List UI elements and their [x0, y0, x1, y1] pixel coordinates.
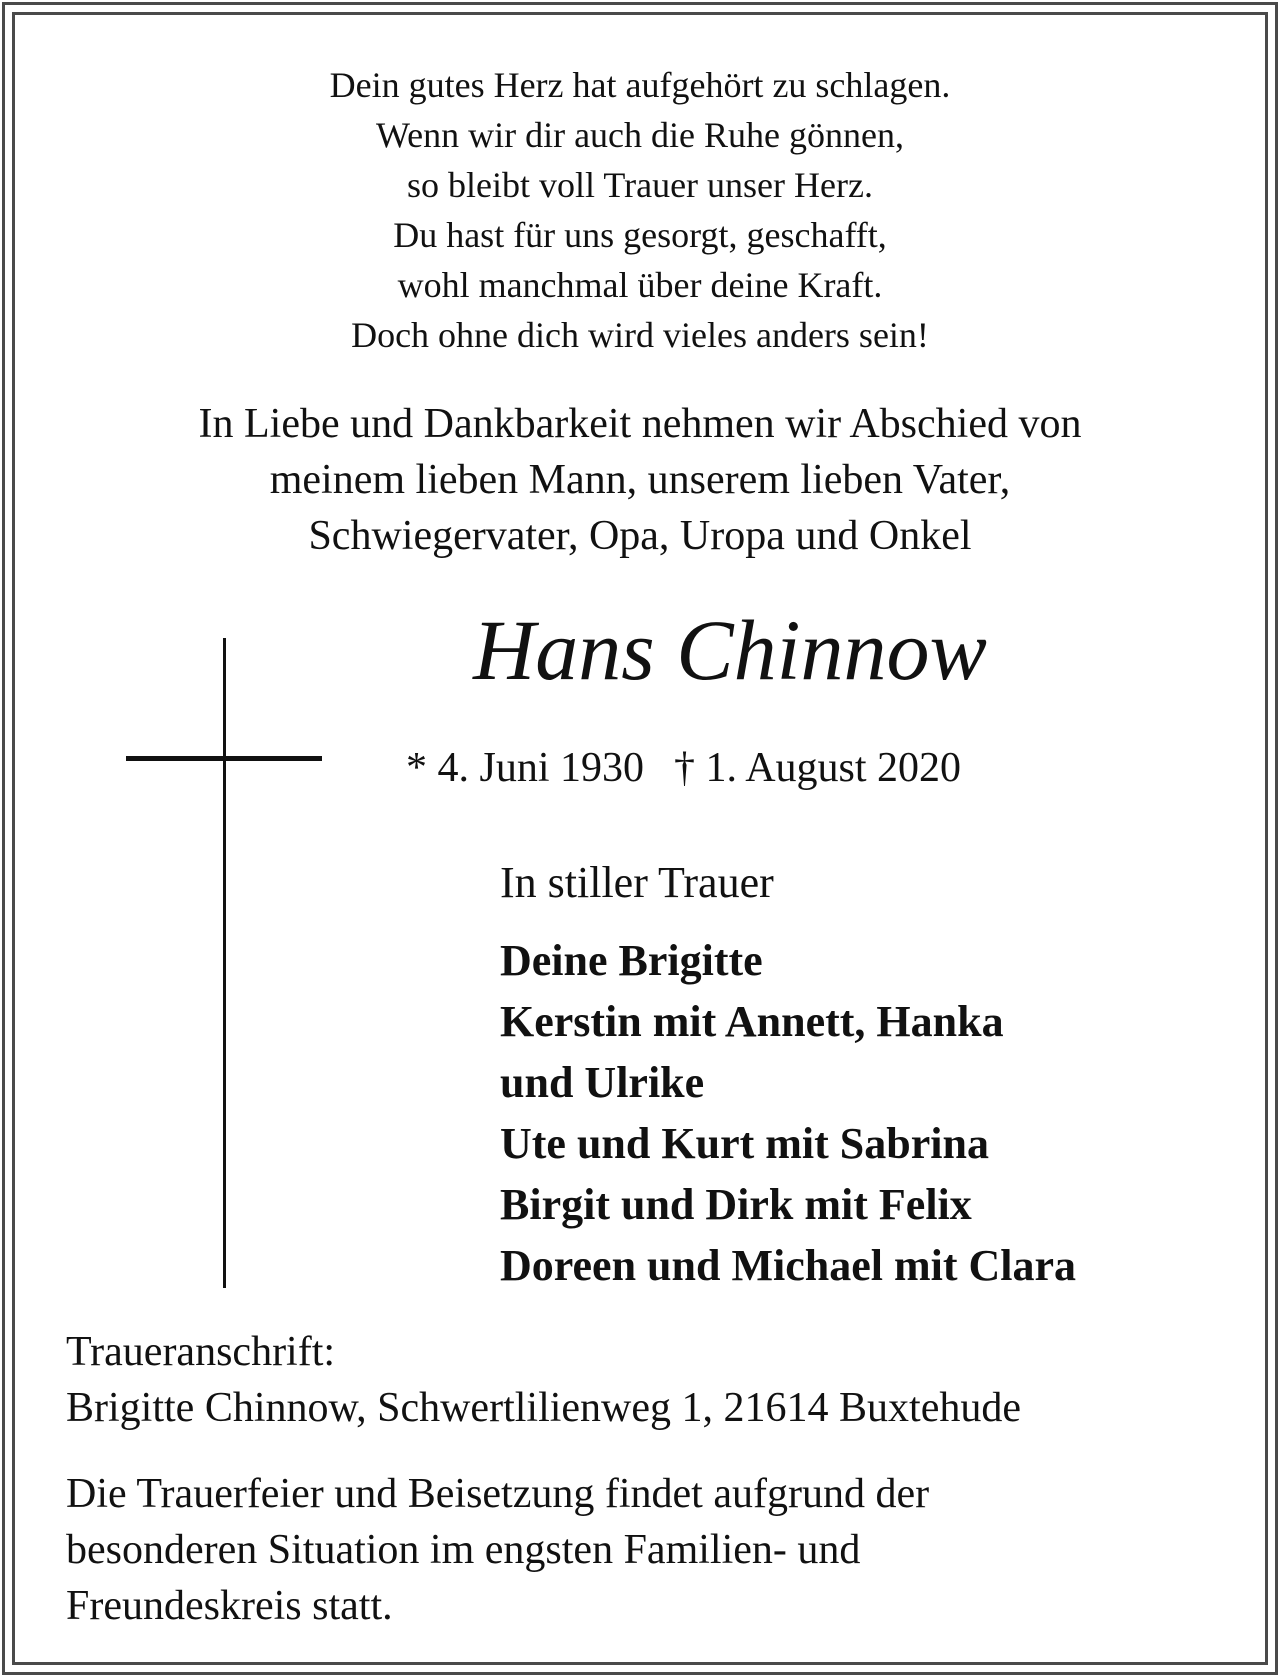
memorial-verse	[0, 60, 1280, 360]
intro-line: In Liebe und Dankbarkeit nehmen wir Abschied von	[198, 401, 1082, 447]
notice-line: besonderen Situation im engsten Familien- und	[66, 1527, 861, 1573]
mourning-address	[66, 1324, 1021, 1436]
birth-date: * 4. Juni 1930	[406, 745, 645, 791]
life-dates	[406, 740, 961, 796]
intro-line: Schwiegervater, Opa, Uropa und Onkel	[308, 513, 972, 559]
notice-line: Die Trauerfeier und Beisetzung findet aufgrund der	[66, 1471, 930, 1517]
address-label: Traueranschrift:	[66, 1329, 336, 1375]
farewell-intro	[0, 396, 1280, 564]
verse-line: so bleibt voll Trauer unser Herz.	[407, 165, 873, 205]
verse-line: Dein gutes Herz hat aufgehört zu schlagen.	[329, 65, 951, 105]
mourner-line: Deine Brigitte	[500, 936, 763, 985]
mourning-label: In stiller Trauer	[500, 858, 774, 907]
cross-icon-horizontal	[126, 756, 322, 761]
death-date: † 1. August 2020	[674, 745, 962, 791]
address-value: Brigitte Chinnow, Schwertlilienweg 1, 21614 Buxtehude	[66, 1385, 1021, 1431]
funeral-notice	[66, 1466, 929, 1634]
cross-icon-vertical	[223, 638, 226, 1288]
mourner-line: Doreen und Michael mit Clara	[500, 1241, 1077, 1290]
mourners-list	[500, 930, 1076, 1296]
deceased-name: Hans Chinnow	[473, 602, 987, 698]
mourner-line: Birgit und Dirk mit Felix	[500, 1180, 972, 1229]
verse-line: wohl manchmal über deine Kraft.	[397, 265, 883, 305]
mourner-line: Kerstin mit Annett, Hanka	[500, 997, 1004, 1046]
verse-line: Doch ohne dich wird vieles anders sein!	[351, 315, 929, 355]
verse-line: Du hast für uns gesorgt, geschafft,	[393, 215, 887, 255]
verse-line: Wenn wir dir auch die Ruhe gönnen,	[376, 115, 904, 155]
mourner-line: Ute und Kurt mit Sabrina	[500, 1119, 989, 1168]
notice-line: Freundeskreis statt.	[66, 1583, 393, 1629]
mourner-line: und Ulrike	[500, 1058, 705, 1107]
intro-line: meinem lieben Mann, unserem lieben Vater,	[269, 457, 1011, 503]
